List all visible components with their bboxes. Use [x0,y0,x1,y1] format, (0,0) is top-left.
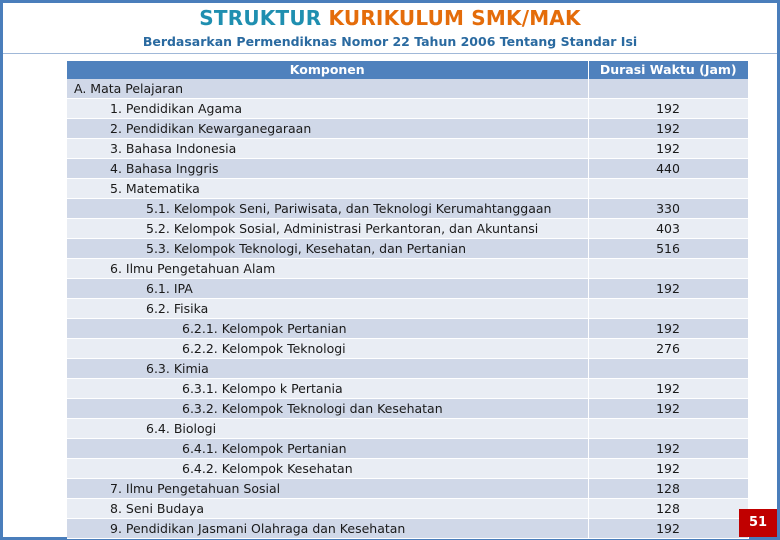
row-label: 5. Matematika [67,179,588,199]
table-row [67,339,748,359]
row-label: 6.4.1. Kelompok Pertanian [67,439,588,459]
row-value: 192 [588,399,748,419]
table-row [67,99,748,119]
row-value: 128 [588,499,748,519]
table-row [67,379,748,399]
row-label: 6. Ilmu Pengetahuan Alam [67,259,588,279]
table-row [67,499,748,519]
row-label: 5.1. Kelompok Seni, Pariwisata, dan Teknologi Kerumahtanggaan [67,199,588,219]
table-row [67,79,748,99]
title-part-1: STRUKTUR [199,6,322,30]
row-label: A. Mata Pelajaran [67,79,588,99]
curriculum-table [67,61,749,539]
page-number-badge: 51 [739,509,777,537]
table-row [67,419,748,439]
table-row [67,219,748,239]
row-label: 9. Pendidikan Jasmani Olahraga dan Kesehatan [67,519,588,539]
row-value: 128 [588,479,748,499]
row-value [588,359,748,379]
row-label: 6.3. Kimia [67,359,588,379]
row-value: 192 [588,319,748,339]
table-header-row [67,61,748,79]
row-value: 276 [588,339,748,359]
row-value: 516 [588,239,748,259]
row-value [588,179,748,199]
table-row [67,139,748,159]
table-row [67,179,748,199]
column-header-durasi: Durasi Waktu (Jam) [588,61,748,79]
slide-subtitle: Berdasarkan Permendiknas Nomor 22 Tahun 2006 Tentang Standar Isi [142,34,638,49]
row-value: 330 [588,199,748,219]
row-label: 6.1. IPA [67,279,588,299]
table-row [67,479,748,499]
table-row [67,279,748,299]
row-label: 7. Ilmu Pengetahuan Sosial [67,479,588,499]
row-label: 6.2. Fisika [67,299,588,319]
row-value: 192 [588,279,748,299]
row-value: 403 [588,219,748,239]
row-label: 6.3.2. Kelompok Teknologi dan Kesehatan [67,399,588,419]
row-value [588,259,748,279]
row-label: 6.4. Biologi [67,419,588,439]
row-value: 192 [588,519,748,539]
row-label: 6.4.2. Kelompok Kesehatan [67,459,588,479]
table-row [67,259,748,279]
row-value: 192 [588,439,748,459]
table-row [67,319,748,339]
row-label: 1. Pendidikan Agama [67,99,588,119]
row-label: 6.2.2. Kelompok Teknologi [67,339,588,359]
row-label: 5.3. Kelompok Teknologi, Kesehatan, dan Pertanian [67,239,588,259]
table-row [67,239,748,259]
table-row [67,399,748,419]
row-label: 6.3.1. Kelompo k Pertania [67,379,588,399]
row-value: 192 [588,119,748,139]
row-value: 440 [588,159,748,179]
title-part-2: KURIKULUM SMK/MAK [328,6,581,30]
row-value: 192 [588,99,748,119]
row-value [588,419,748,439]
row-label: 5.2. Kelompok Sosial, Administrasi Perkantoran, dan Akuntansi [67,219,588,239]
header-divider [3,53,777,54]
row-label: 3. Bahasa Indonesia [67,139,588,159]
row-value [588,79,748,99]
table-row [67,119,748,139]
table-row [67,359,748,379]
row-label: 2. Pendidikan Kewarganegaraan [67,119,588,139]
row-value [588,299,748,319]
slide-title [0,6,780,30]
row-value: 192 [588,139,748,159]
table-row [67,459,748,479]
row-value: 192 [588,379,748,399]
row-label: 4. Bahasa Inggris [67,159,588,179]
column-header-komponen: Komponen [67,61,588,79]
row-label: 8. Seni Budaya [67,499,588,519]
table-row [67,519,748,539]
table-row [67,439,748,459]
row-value: 192 [588,459,748,479]
table-row [67,299,748,319]
table-row [67,159,748,179]
table-row [67,199,748,219]
row-label: 6.2.1. Kelompok Pertanian [67,319,588,339]
